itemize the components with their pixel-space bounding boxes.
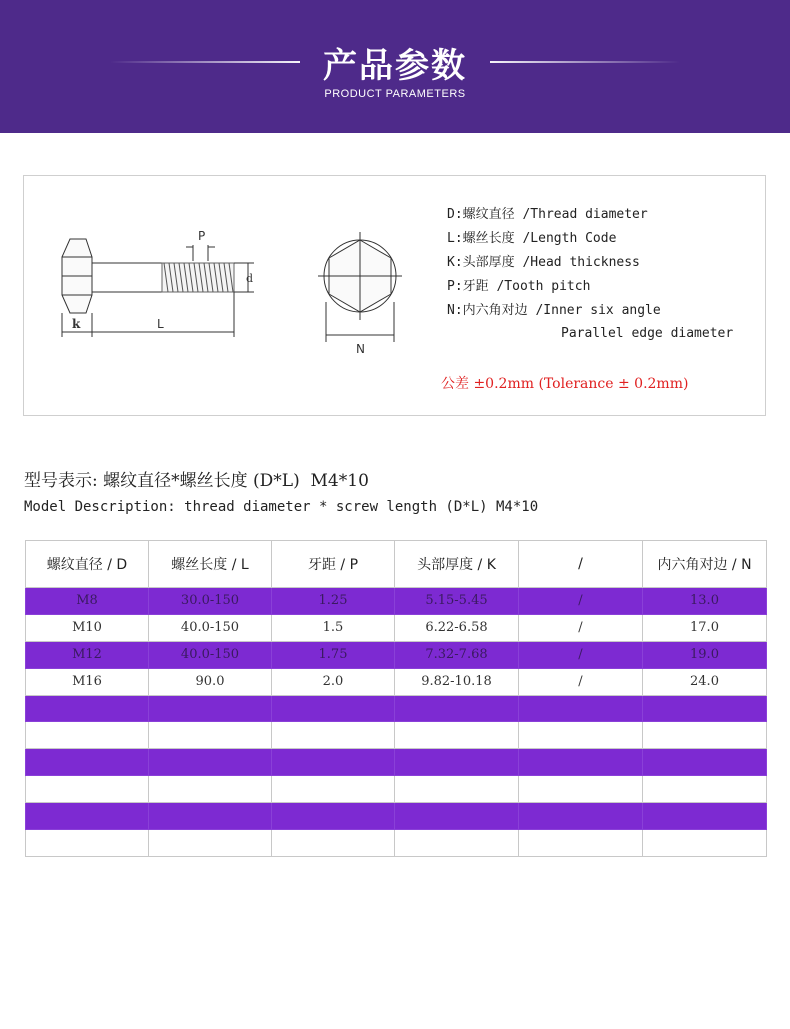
table-row: [26, 803, 767, 830]
column-header-thread-diameter: 螺纹直径 / D: [26, 541, 149, 588]
table-cell: [519, 749, 643, 776]
table-row: [26, 641, 767, 668]
table-cell: [519, 722, 643, 749]
table-cell: [395, 749, 519, 776]
table-cell: /: [519, 614, 643, 641]
length-label: L: [157, 317, 164, 331]
legend-item-hex-width: N:内六角对边 /Inner six angle: [447, 303, 661, 318]
table-cell: [643, 695, 767, 722]
table-cell: [395, 695, 519, 722]
table-cell: [272, 722, 395, 749]
table-cell: [643, 830, 767, 857]
table-cell: [272, 749, 395, 776]
legend-item-hex-width-continued: Parallel edge diameter: [561, 326, 734, 341]
table-cell: [26, 695, 149, 722]
table-cell: 19.0: [643, 641, 767, 668]
table-cell: [395, 722, 519, 749]
banner-subtitle: PRODUCT PARAMETERS: [324, 88, 466, 100]
table-row: [26, 830, 767, 857]
table-cell: [395, 776, 519, 803]
table-cell: 9.82-10.18: [395, 668, 519, 695]
banner-divider-right: [490, 61, 680, 63]
table-cell: M8: [26, 588, 149, 615]
table-cell: [395, 830, 519, 857]
table-row: [26, 614, 767, 641]
model-description-en: Model Description: thread diameter * screw length (D*L) M4*10: [24, 499, 539, 515]
table-cell: 5.15-5.45: [395, 588, 519, 615]
table-cell: /: [519, 641, 643, 668]
table-cell: 17.0: [643, 614, 767, 641]
table-cell: [272, 830, 395, 857]
table-cell: [519, 695, 643, 722]
table-row: [26, 722, 767, 749]
pitch-label: P: [198, 229, 206, 243]
table-cell: 1.5: [272, 614, 395, 641]
table-cell: 24.0: [643, 668, 767, 695]
table-row: [26, 588, 767, 615]
table-cell: [643, 803, 767, 830]
table-cell: [149, 776, 272, 803]
table-cell: [26, 722, 149, 749]
table-cell: M10: [26, 614, 149, 641]
column-header-head-thickness: 头部厚度 / K: [395, 541, 519, 588]
table-cell: 2.0: [272, 668, 395, 695]
table-cell: 1.75: [272, 641, 395, 668]
diameter-label: d: [246, 272, 254, 285]
column-header-pitch: 牙距 / P: [272, 541, 395, 588]
column-header-screw-length: 螺丝长度 / L: [149, 541, 272, 588]
table-cell: [149, 722, 272, 749]
table-cell: 40.0-150: [149, 641, 272, 668]
table-cell: [149, 695, 272, 722]
table-cell: 90.0: [149, 668, 272, 695]
table-cell: 40.0-150: [149, 614, 272, 641]
table-cell: [519, 803, 643, 830]
header-banner: [0, 0, 790, 133]
table-row: [26, 776, 767, 803]
table-cell: [643, 749, 767, 776]
table-cell: M12: [26, 641, 149, 668]
column-header-blank: /: [519, 541, 643, 588]
table-cell: [643, 776, 767, 803]
table-cell: 13.0: [643, 588, 767, 615]
table-cell: [519, 830, 643, 857]
table-cell: [149, 830, 272, 857]
legend-item-thread-diameter: D:螺纹直径 /Thread diameter: [447, 207, 648, 222]
table-cell: [149, 749, 272, 776]
table-cell: M16: [26, 668, 149, 695]
legend-item-length: L:螺丝长度 /Length Code: [447, 231, 617, 246]
table-row: [26, 749, 767, 776]
flat-width-label: N: [356, 342, 365, 356]
table-cell: 30.0-150: [149, 588, 272, 615]
head-thickness-label: k: [72, 317, 81, 331]
parameter-legend: [447, 206, 661, 326]
table-row: [26, 695, 767, 722]
table-cell: 6.22-6.58: [395, 614, 519, 641]
column-header-hex-width: 内六角对边 / N: [643, 541, 767, 588]
banner-title: 产品参数: [323, 46, 467, 86]
table-cell: /: [519, 668, 643, 695]
table-header-row: [26, 541, 767, 588]
table-cell: [26, 749, 149, 776]
table-cell: [26, 776, 149, 803]
bolt-top-view-drawing: [315, 232, 405, 357]
table-cell: [272, 776, 395, 803]
table-row: [26, 668, 767, 695]
table-cell: /: [519, 588, 643, 615]
table-cell: 1.25: [272, 588, 395, 615]
legend-item-pitch: P:牙距 /Tooth pitch: [447, 279, 591, 294]
table-cell: [149, 803, 272, 830]
table-cell: [643, 722, 767, 749]
table-cell: 7.32-7.68: [395, 641, 519, 668]
legend-item-head-thickness: K:头部厚度 /Head thickness: [447, 255, 640, 270]
table-cell: [395, 803, 519, 830]
bolt-side-view-drawing: [50, 225, 255, 340]
table-cell: [272, 695, 395, 722]
specification-table: [25, 540, 767, 857]
table-cell: [272, 803, 395, 830]
model-description-cn: 型号表示: 螺纹直径*螺丝长度 (D*L) M4*10: [24, 471, 369, 491]
table-cell: [519, 776, 643, 803]
table-cell: [26, 803, 149, 830]
table-cell: [26, 830, 149, 857]
tolerance-note: 公差 ±0.2mm (Tolerance ± 0.2mm): [441, 376, 689, 392]
